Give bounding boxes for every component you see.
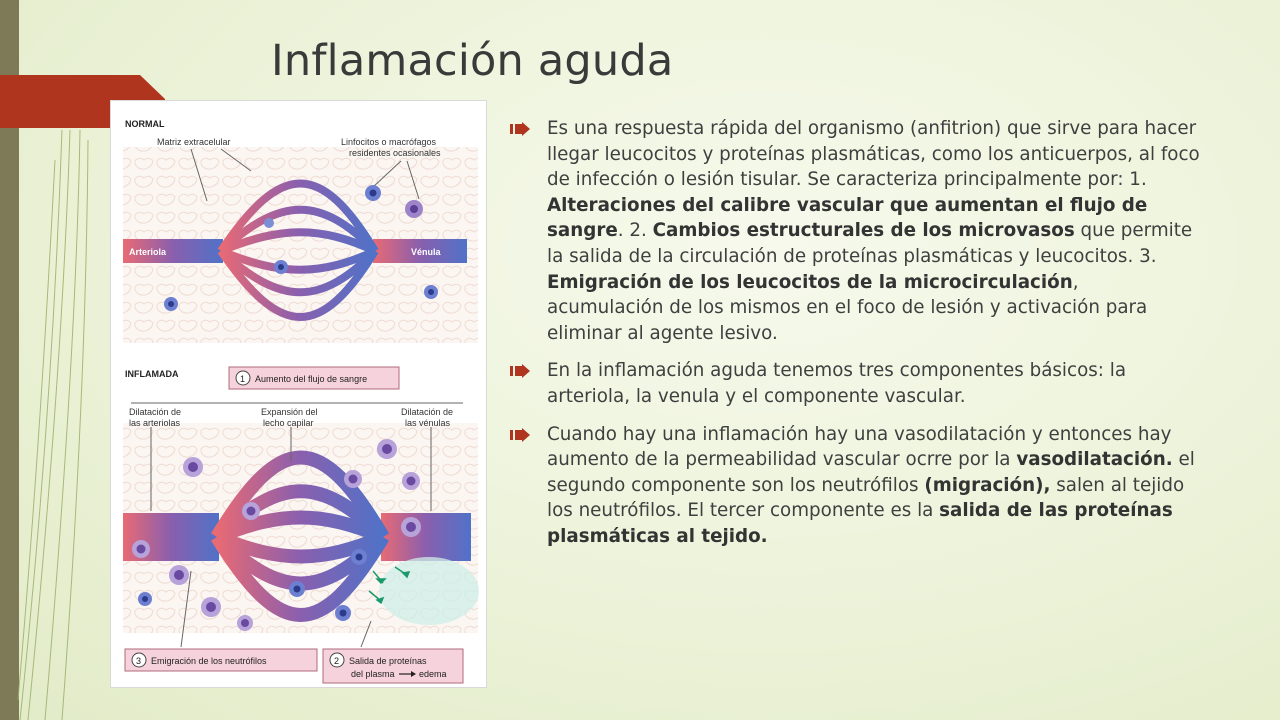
bullet-1-text-1: Es una respuesta rápida del organismo (anfitrion) que sirve para hacer llegar leucocitos y proteínas plasmáticas, como los anticuerpos, al foco de infección o lesión tisular. Se caracteriza principalmente por: 1. — [547, 118, 1200, 191]
bullet-3-text-2: el segundo componente son los neutrófilos — [547, 449, 1195, 496]
inflammation-figure — [110, 100, 487, 688]
step3-label: Emigración de los neutrófilos — [151, 656, 267, 666]
expansion-2: lecho capilar — [263, 418, 314, 428]
bullet-arrow-icon — [510, 364, 530, 378]
bullet-arrow-icon — [510, 428, 530, 442]
bullet-item — [510, 116, 1200, 346]
step2-number: 2 — [334, 656, 340, 666]
bullet-1-bold-1: Alteraciones del calibre vascular que aumentan el flujo de sangre — [547, 194, 1148, 242]
venule-label: Vénula — [411, 247, 441, 257]
matrix-label: Matriz extracelular — [157, 137, 231, 147]
bullet-1-bold-2: Cambios estructurales de los microvasos — [652, 220, 1075, 242]
step2-label-1: Salida de proteínas — [349, 656, 427, 666]
bullet-3-bold-3: salida de las proteínas plasmáticas al tejido. — [547, 500, 1173, 547]
inflammation-diagram — [111, 101, 486, 687]
bullet-1-text-2: . 2. — [617, 220, 653, 242]
bullet-item — [510, 422, 1200, 550]
expansion-1: Expansión del — [261, 407, 318, 417]
step2-label-2a: del plasma — [351, 669, 395, 679]
lymph-label-1: Linfocitos o macrófagos — [341, 137, 437, 147]
dilation-left-1: Dilatación de — [129, 407, 182, 417]
bullet-3-text-1: Cuando hay una inflamación hay una vasodilatación y entonces hay aumento de la permeabilidad vascular ocrre por la — [547, 423, 1172, 471]
bullet-arrow-icon — [510, 122, 530, 136]
inflamed-heading: INFLAMADA — [125, 369, 179, 379]
step1-number: 1 — [240, 374, 246, 384]
dilation-right-2: las vénulas — [405, 418, 451, 428]
arteriole-label: Arteriola — [129, 247, 167, 257]
edema-area — [379, 557, 479, 625]
bullet-1-text-3: que permite la salida de la circulación de proteínas plasmáticas y leucocitos. 3. — [547, 220, 1193, 267]
step2-label-2b: edema — [419, 669, 447, 679]
dilation-right-1: Dilatación de — [401, 407, 454, 417]
step1-label: Aumento del flujo de sangre — [255, 374, 368, 384]
slide-title: Inflamación aguda — [271, 36, 674, 86]
bullet-2-text-1: En la inflamación aguda tenemos tres componentes básicos: la arteriola, la venula y el componente vascular. — [547, 360, 1127, 407]
step3-number: 3 — [136, 656, 142, 666]
bullet-1-text-4: , acumulación de los mismos en el foco de lesión y activación para eliminar al agente lesivo. — [547, 271, 1148, 344]
bullet-item — [510, 358, 1200, 409]
normal-heading: NORMAL — [125, 119, 165, 129]
dilation-left-2: las arteriolas — [129, 418, 181, 428]
lymph-label-2: residentes ocasionales — [349, 148, 441, 158]
bullet-1-bold-3: Emigración de los leucocitos de la microcirculación — [547, 271, 1073, 293]
bullet-list — [510, 116, 1200, 562]
bullet-3-text-3: salen al tejido los neutrófilos. El tercer componente es la — [547, 474, 1185, 522]
bullet-3-bold-1: vasodilatación. — [1016, 449, 1173, 471]
bullet-3-bold-2: (migración), — [924, 474, 1051, 496]
